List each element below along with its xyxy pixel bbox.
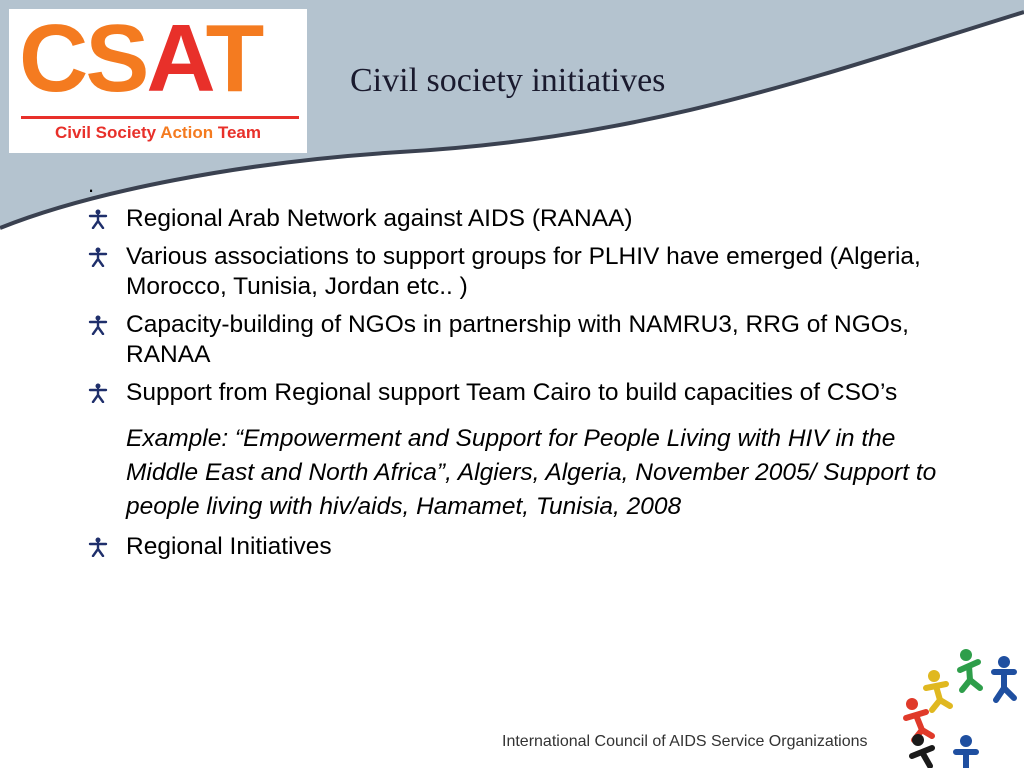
bullet-text: Regional Initiatives bbox=[126, 533, 332, 560]
list-item bbox=[86, 310, 956, 370]
person-figure-icon bbox=[88, 209, 108, 229]
list-item bbox=[86, 242, 956, 302]
logo-rule bbox=[21, 116, 299, 119]
bullet-text: Regional Arab Network against AIDS (RANAA) bbox=[126, 205, 633, 232]
person-figure-icon bbox=[88, 247, 108, 267]
logo-letters: CSAT bbox=[19, 5, 262, 112]
slide-title: Civil society initiatives bbox=[350, 62, 666, 99]
stray-mark: . bbox=[88, 172, 95, 197]
person-figure-icon bbox=[88, 383, 108, 403]
logo-subtitle: Civil Society Action Team bbox=[55, 123, 261, 142]
example-text: Example: “Empowerment and Support for People Living with HIV in the Middle East and North Africa”, Algiers, Algeria, November 2005/ Support to people living with hiv/aids, Hamamet, Tunisia, 2008 bbox=[126, 425, 937, 520]
person-figure-icon bbox=[88, 537, 108, 557]
bullet-list bbox=[86, 204, 956, 570]
csat-logo bbox=[9, 5, 307, 153]
people-circle-icon bbox=[896, 640, 1024, 768]
bullet-text: Capacity-building of NGOs in partnership with NAMRU3, RRG of NGOs, RANAA bbox=[126, 311, 909, 368]
footer-org: International Council of AIDS Service Organizations bbox=[502, 733, 868, 750]
list-item bbox=[86, 532, 956, 562]
list-item bbox=[86, 204, 956, 234]
bullet-text: Various associations to support groups for PLHIV have emerged (Algeria, Morocco, Tunisia, Jordan etc.. ) bbox=[126, 243, 921, 300]
list-item bbox=[86, 378, 956, 408]
person-figure-icon bbox=[88, 315, 108, 335]
bullet-text: Support from Regional support Team Cairo to build capacities of CSO’s bbox=[126, 379, 898, 406]
